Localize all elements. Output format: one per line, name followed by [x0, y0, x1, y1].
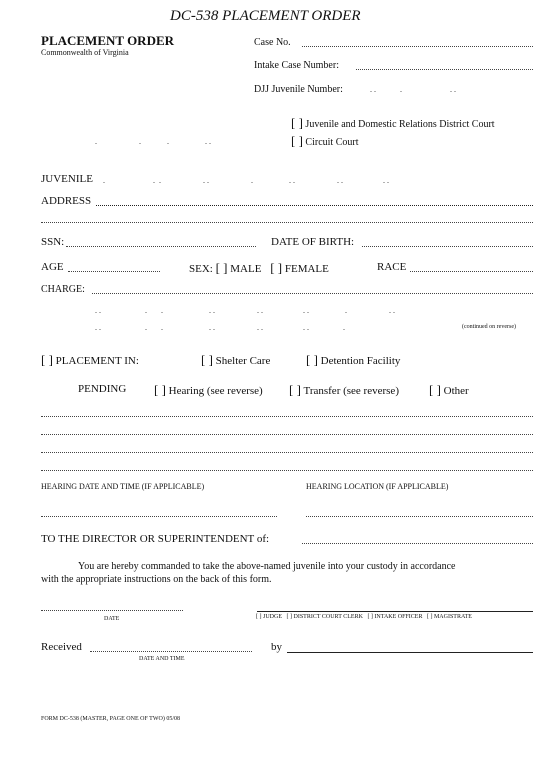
signer-options: [256, 614, 472, 620]
hearing-location-field[interactable]: [306, 516, 533, 517]
male-label: MALE: [230, 263, 262, 275]
address-field-1[interactable]: [96, 205, 533, 206]
ssn-field[interactable]: [66, 246, 256, 247]
magistrate-checkbox[interactable]: [ ]: [426, 614, 433, 620]
form-header: PLACEMENT ORDER: [41, 33, 175, 48]
placement-label: PLACEMENT IN:: [55, 355, 139, 367]
address-label: ADDRESS: [41, 195, 92, 207]
address-field-2[interactable]: [41, 222, 533, 223]
detention-option[interactable]: [306, 352, 400, 368]
clerk-label: DISTRICT COURT CLERK: [293, 614, 363, 620]
detention-label: Detention Facility: [320, 355, 401, 367]
case-no-label: Case No.: [254, 37, 291, 48]
charge-field-1[interactable]: [92, 293, 533, 294]
hearing-date-label: HEARING DATE AND TIME (IF APPLICABLE): [41, 482, 205, 491]
dob-field[interactable]: [362, 246, 533, 247]
intake-case-label: Intake Case Number:: [254, 60, 339, 71]
placement-checkbox[interactable]: [ ]: [41, 352, 53, 367]
charge-field-3[interactable]: . . . . . . . . . . .: [95, 323, 345, 332]
command-line-2: with the appropriate instructions on the back of this form.: [41, 574, 272, 585]
female-checkbox[interactable]: [ ]: [270, 260, 283, 275]
age-field[interactable]: [68, 271, 160, 272]
by-label: by: [271, 641, 282, 653]
age-label: AGE: [41, 261, 64, 273]
notes-line-4[interactable]: [41, 470, 533, 471]
charge-field-2[interactable]: . . . . . . . . . . . . .: [95, 306, 395, 315]
notes-line-1[interactable]: [41, 416, 533, 417]
transfer-option[interactable]: [289, 382, 399, 398]
dob-label: DATE OF BIRTH:: [271, 236, 355, 248]
clerk-checkbox[interactable]: [ ]: [286, 614, 292, 620]
juvenile-field[interactable]: . . . . . . . . . . . .: [103, 176, 389, 185]
male-checkbox[interactable]: [ ]: [215, 260, 228, 275]
intake-officer-checkbox[interactable]: [ ]: [367, 614, 373, 620]
hearing-date-field[interactable]: [41, 516, 277, 517]
djj-number-label: DJJ Juvenile Number:: [254, 84, 343, 95]
form-footer: FORM DC-538 (MASTER, PAGE ONE OF TWO) 05/08: [41, 716, 181, 722]
hearing-location-label: HEARING LOCATION (IF APPLICABLE): [306, 482, 449, 491]
ssn-label: SSN:: [41, 236, 65, 248]
other-option[interactable]: [429, 382, 469, 398]
jdr-checkbox[interactable]: [ ]: [291, 115, 303, 130]
notes-line-2[interactable]: [41, 434, 533, 435]
juvenile-label: JUVENILE: [41, 173, 93, 185]
court-dots: . . . . .: [95, 137, 211, 146]
court-option-circuit[interactable]: [291, 133, 358, 149]
placement-group: [41, 352, 139, 368]
other-checkbox[interactable]: [ ]: [429, 382, 441, 397]
circuit-checkbox[interactable]: [ ]: [291, 133, 303, 148]
command-line-1: You are hereby commanded to take the above-named juvenile into your custody in accordance: [78, 561, 456, 572]
court-option-jdr[interactable]: [291, 115, 495, 131]
hearing-checkbox[interactable]: [ ]: [154, 382, 166, 397]
hearing-option[interactable]: [154, 382, 263, 398]
jdr-label: Juvenile and Domestic Relations District Court: [305, 119, 495, 130]
director-label: TO THE DIRECTOR OR SUPERINTENDENT of:: [41, 533, 270, 545]
pending-label: PENDING: [78, 383, 127, 395]
djj-number-field[interactable]: . . . . .: [370, 85, 456, 94]
shelter-option[interactable]: [201, 352, 270, 368]
case-no-field[interactable]: [302, 46, 533, 47]
notes-line-3[interactable]: [41, 452, 533, 453]
continued-note: (continued on reverse): [462, 324, 516, 330]
magistrate-label: MAGISTRATE: [433, 614, 472, 620]
transfer-checkbox[interactable]: [ ]: [289, 382, 301, 397]
intake-officer-label: INTAKE OFFICER: [374, 614, 423, 620]
received-by-field[interactable]: [287, 652, 533, 653]
detention-checkbox[interactable]: [ ]: [306, 352, 318, 367]
transfer-label: Transfer (see reverse): [303, 385, 399, 397]
charge-label: CHARGE:: [41, 284, 85, 295]
sex-group: [189, 260, 329, 276]
intake-case-field[interactable]: [356, 69, 533, 70]
jurisdiction: Commonwealth of Virginia: [41, 48, 129, 57]
shelter-label: Shelter Care: [215, 355, 271, 367]
female-label: FEMALE: [284, 263, 329, 275]
received-date-field[interactable]: [90, 651, 252, 652]
race-field[interactable]: [410, 271, 533, 272]
circuit-label: Circuit Court: [305, 137, 359, 148]
form-title: DC-538 PLACEMENT ORDER: [170, 8, 361, 24]
received-label: Received: [41, 641, 82, 653]
date-label: DATE: [104, 616, 120, 622]
hearing-label: Hearing (see reverse): [168, 385, 263, 397]
sex-label: SEX:: [189, 263, 213, 275]
signature-line[interactable]: [257, 611, 533, 612]
director-field[interactable]: [302, 543, 533, 544]
date-field[interactable]: [41, 610, 183, 611]
race-label: RACE: [377, 261, 407, 273]
other-label: Other: [443, 385, 469, 397]
judge-label: JUDGE: [263, 614, 282, 620]
date-time-label: DATE AND TIME: [139, 656, 185, 662]
judge-checkbox[interactable]: [ ]: [256, 614, 262, 620]
shelter-checkbox[interactable]: [ ]: [201, 352, 213, 367]
